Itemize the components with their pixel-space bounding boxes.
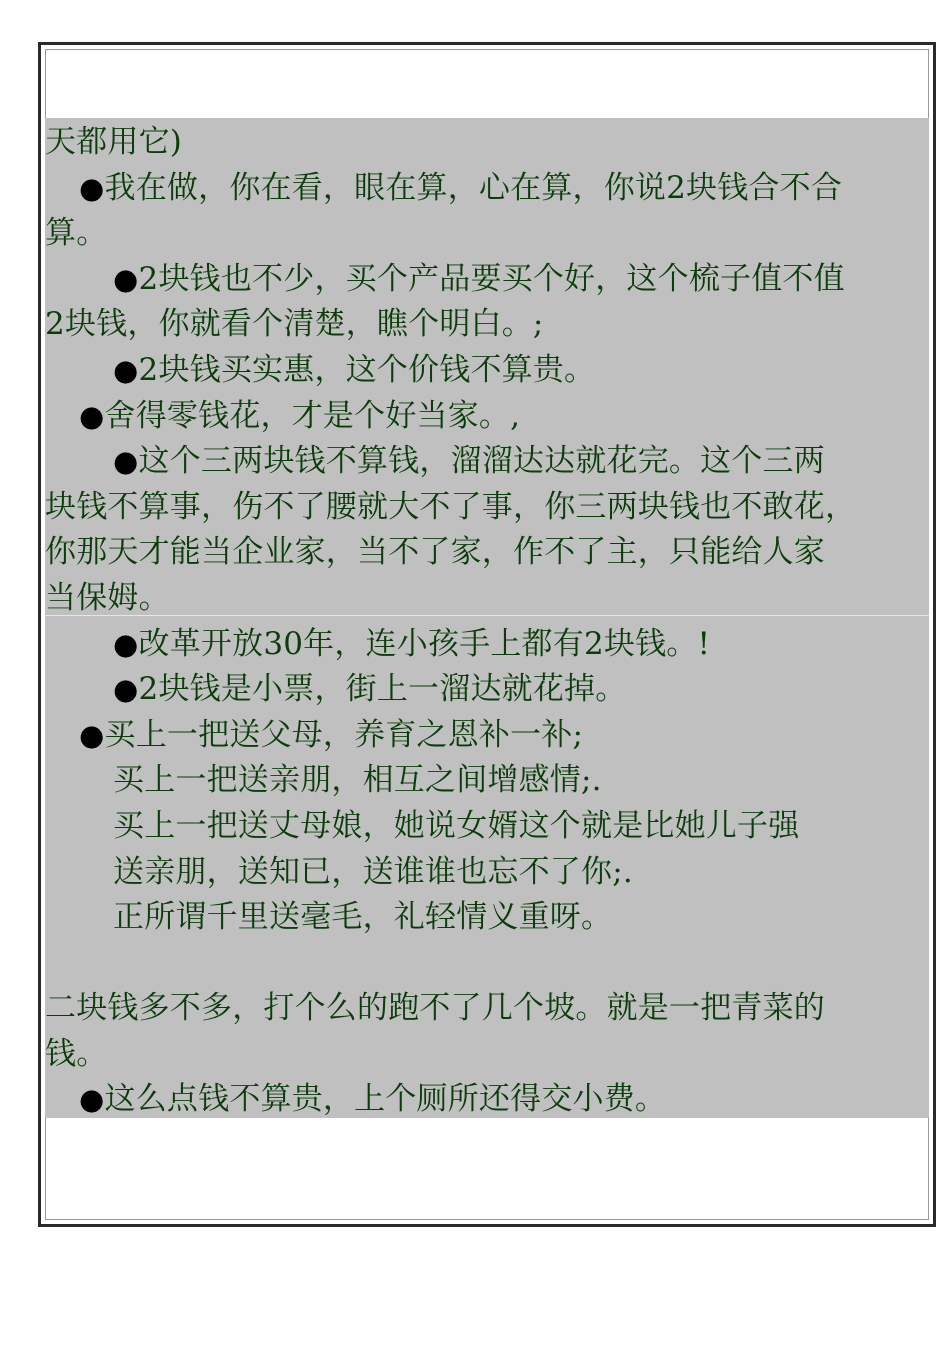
bullet-dot: ●: [113, 444, 139, 479]
text-line: [45, 166, 929, 212]
text-line: [45, 211, 929, 257]
bullet-dot: ●: [79, 1082, 105, 1117]
text-line: [45, 713, 929, 759]
bullet-dot: ●: [113, 672, 139, 707]
text-line: [45, 986, 929, 1032]
line-text: 我在做，你在看，眼在算，心在算，你说2块钱合不合: [104, 169, 843, 206]
line-text: 天都用它): [45, 124, 183, 160]
text-line: [45, 257, 929, 303]
text-line: [45, 1077, 929, 1118]
line-text: 当保姆。: [45, 579, 170, 616]
bullet-dot: ●: [113, 352, 139, 387]
line-text: 2块钱买实惠，这个价钱不算贵。: [138, 351, 596, 388]
line-text: 买上一把送丈母娘，她说女婿这个就是比她儿子强: [113, 807, 800, 844]
text-line: [45, 941, 929, 987]
line-text: 2块钱也不少，买个产品要买个好，这个梳子值不值: [138, 260, 845, 297]
line-text: 算。: [45, 215, 108, 252]
text-line: [45, 622, 929, 668]
text-line: [45, 804, 929, 850]
line-text: 这么点钱不算贵，上个厕所还得交小费。: [104, 1081, 667, 1118]
text-line: [45, 120, 929, 166]
text-line: [45, 394, 929, 440]
line-text: 买上一把送父母，养育之恩补一补;: [104, 716, 584, 753]
text-line: [45, 1032, 929, 1078]
line-text: 二块钱多不多，打个么的跑不了几个坡。就是一把青菜的: [45, 990, 825, 1027]
line-text: 2块钱是小票，街上一溜达就花掉。: [138, 671, 627, 708]
text-line: [45, 348, 929, 394]
line-text: 这个三两块钱不算钱，溜溜达达就花完。这个三两: [138, 443, 825, 480]
line-text: 买上一把送亲朋，相互之间增感情;.: [113, 762, 602, 799]
line-text: 正所谓千里送毫毛，礼轻情义重呀。: [113, 899, 613, 936]
text-line: [45, 530, 929, 576]
line-text: 改革开放30年，连小孩手上都有2块钱。!: [138, 625, 711, 662]
bullet-dot: ●: [113, 261, 139, 296]
text-line: [45, 667, 929, 713]
line-text: 钱。: [45, 1035, 108, 1072]
line-text: 你那天才能当企业家，当不了家，作不了主，只能给人家: [45, 534, 825, 571]
bullet-dot: ●: [79, 170, 105, 205]
line-text: 舍得零钱花，才是个好当家。,: [104, 397, 521, 434]
bullet-dot: ●: [79, 398, 105, 433]
text-line: [45, 439, 929, 485]
line-text: 块钱不算事，伤不了腰就大不了事，你三两块钱也不敢花，: [45, 488, 857, 525]
text-line: [45, 302, 929, 348]
line-text: 送亲朋，送知已，送谁谁也忘不了你;.: [113, 853, 633, 890]
text-line: [45, 850, 929, 896]
bullet-dot: ●: [79, 717, 105, 752]
bullet-dot: ●: [113, 626, 139, 661]
text-line: [45, 758, 929, 804]
text-block: [45, 118, 929, 1118]
text-line: [45, 576, 929, 622]
text-line: [45, 895, 929, 941]
text-line: [45, 485, 929, 531]
line-text: 2块钱，你就看个清楚，瞧个明白。;: [45, 306, 544, 343]
